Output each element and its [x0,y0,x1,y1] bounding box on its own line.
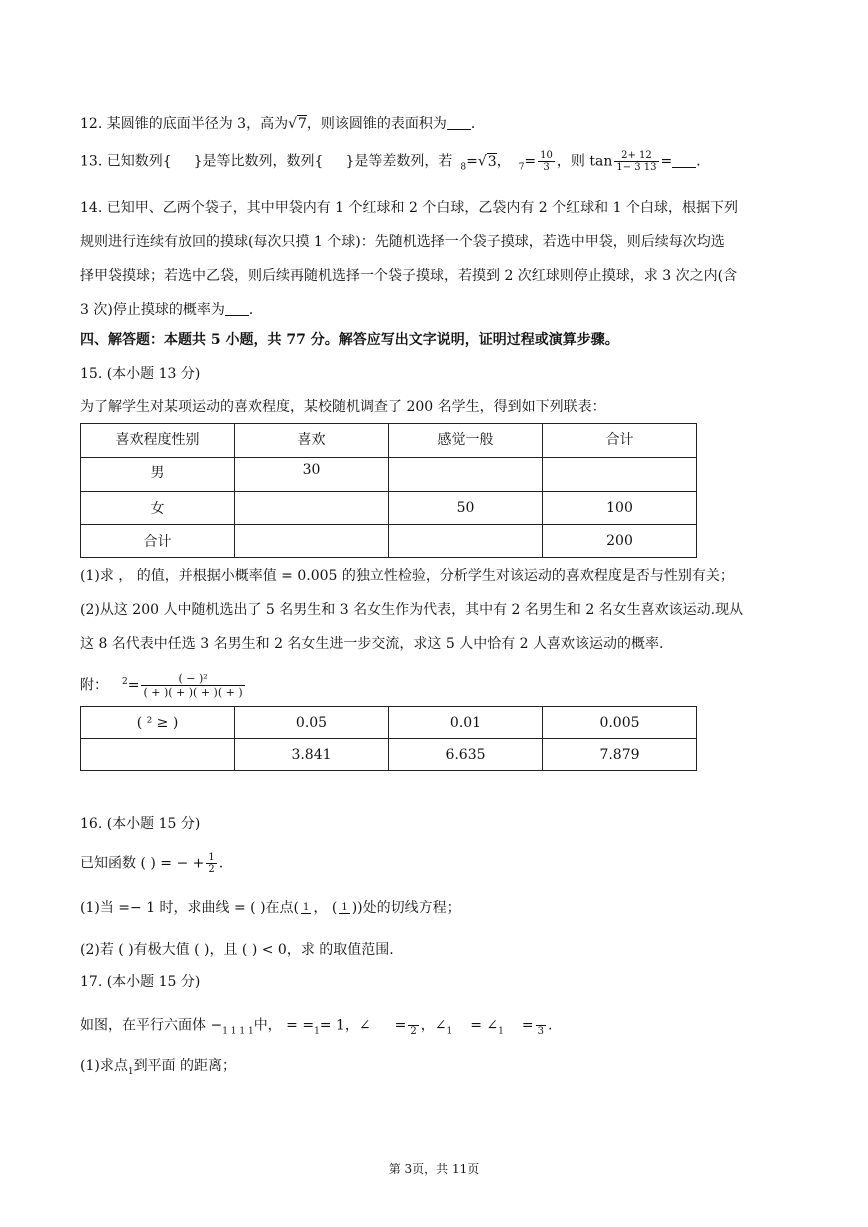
section-title: 四、解答题：本题共 5 小题，共 77 分。解答应写出文字说明，证明过程或演算步骤。 [80,332,619,348]
sqrt-sign: √ [288,116,297,132]
q13-f1-denominator: 3 [543,162,550,173]
q17-part1-text-a: (1)求点 [80,1058,128,1074]
table-row [81,424,697,458]
q15-intro: 为了解学生对某项运动的喜欢程度，某校随机调查了 200 名学生，得到如下列联表： [80,399,606,415]
q16-p1-text-c: ))处的切线方程； [351,900,461,916]
table-row [81,458,697,492]
table-cell: ( ² ≥ ) [81,707,235,739]
chi-numerator: ( − )² [141,672,244,686]
table-cell: 200 [543,525,697,558]
table-cell [235,525,389,558]
q16-header: 16. (本小题 15 分) [80,816,201,832]
q17-eq-c: = [521,1017,534,1034]
q13-sub-7: 7 [518,162,525,173]
q17-end: . [547,1017,553,1034]
q16-p1-f2-num: 1 [341,902,348,913]
q15-appendix [80,672,792,699]
q17-part1-text-b: 到平面 的距离； [133,1058,237,1074]
q17-subscripts: 1 1 1 1 [222,1026,254,1037]
q13-text-2: }是等比数列，数列{ [193,153,324,170]
critical-value-table [80,706,697,771]
table-cell: 合计 [81,525,235,558]
table-cell: 0.005 [543,707,697,739]
q16-func-text: 已知函数 ( ) = − + [80,855,205,872]
table-row [81,525,697,558]
q13-fraction-2 [614,150,658,173]
table-cell: 3.841 [235,739,389,771]
q16-part-1 [80,898,792,918]
question-13 [80,150,792,177]
q17-sub-d: 1 [446,1026,453,1037]
q17-text-b: 中， = = [253,1017,315,1034]
q13-eq-3: = [660,153,673,170]
q17-f1-num [408,1014,418,1026]
q13-text-3: }是等差数列，若 [345,153,453,170]
q14-line-3: 择甲袋摸球；若选中乙袋，则后续再随机选择一个袋子摸球，若摸到 2 次红球则停止摸球，求 3 次之内(含 [80,268,738,284]
q16-func-num: 1 [208,852,215,863]
table-cell: 感觉一般 [389,424,543,458]
q12-root-value: 7 [298,116,307,132]
q12-text-mid: ，则该圆锥的表面积为 [306,116,447,132]
q17-statement [80,1014,792,1041]
q13-sub-8: 8 [460,162,467,173]
table-cell: 7.879 [543,739,697,771]
sqrt-sign: √ [477,153,487,170]
q17-eq-b: = ∠ [470,1017,499,1034]
q17-eq-a: = [394,1017,407,1034]
q13-f2-numerator: 2+ 12 [614,150,658,162]
q15-header: 15. (本小题 13 分) [80,366,201,382]
q13-f1-numerator: 10 [540,150,553,161]
appendix-label: 附： [80,677,108,694]
table-cell [235,492,389,525]
q13-end: ． [696,153,711,170]
q17-f2-num [536,1014,546,1026]
q13-f2-denominator: 1− 3 13 [616,162,657,173]
q14-line-4-text: 3 次)停止摸球的概率为 [80,302,225,318]
q12-text-start: 12. 某圆锥的底面半径为 3，高为 [80,116,289,132]
q17-sub-one: 1 [314,1026,320,1037]
q17-header: 17. (本小题 15 分) [80,974,201,990]
q17-f1-den: 2 [410,1026,417,1037]
table-cell: 合计 [543,424,697,458]
table-cell: 100 [543,492,697,525]
question-14 [80,191,792,327]
q13-root-value: 3 [487,153,497,170]
q15-part-1: (1)求 ， 的值，并根据小概率值 = 0.005 的独立性检验，分析学生对该运动的喜欢程度是否与性别有关； [80,568,734,584]
q17-sub-e: 1 [498,1026,504,1037]
q14-line-4 [80,293,792,327]
q16-part-2: (2)若 ( )有极大值 ( )，且 ( ) < 0，求 的取值范围. [80,942,394,958]
table-cell: 0.05 [235,707,389,739]
table-row [81,492,697,525]
q13-text-1: 13. 已知数列{ [80,153,172,170]
q17-fraction-1 [408,1014,418,1037]
q17-part1-sub: 1 [127,1066,134,1077]
table-cell: 喜欢 [235,424,389,458]
q17-f2-den: 3 [537,1026,544,1037]
answer-blank-13[interactable] [672,153,696,168]
q17-part-1 [80,1056,792,1082]
q15-part-2a: (2)从这 200 人中随机选出了 5 名男生和 3 名女生作为代表，其中有 2 名男生和 2 名女生喜欢该运动.现从 [80,602,744,618]
table-cell: 男 [81,458,235,492]
q16-p1-f1-num: 1 [303,902,310,913]
q17-fraction-2 [536,1014,546,1037]
table-cell: 50 [389,492,543,525]
q15-part-2b: 这 8 名代表中任选 3 名男生和 2 名女生进一步交流，求这 5 人中恰有 2 人喜欢该运动的概率. [80,636,664,652]
q16-p1-fraction-1 [301,902,311,914]
q16-func-fraction [206,852,216,875]
q16-p1-text-a: (1)当 =− 1 时，求曲线 = ( )在点( [80,900,300,916]
q13-eq-1: = [466,153,478,170]
chi-square-formula [141,672,244,699]
chi-equals: = [127,677,140,694]
q13-fraction-1 [538,150,555,173]
contingency-table [80,423,697,558]
table-cell [389,458,543,492]
q13-text-4: ，则 tan [556,153,613,170]
q12-end: ． [470,116,485,132]
chi-superscript: 2 [122,677,128,687]
table-row [81,707,697,739]
q14-line-1: 14. 已知甲、乙两个袋子，其中甲袋内有 1 个红球和 2 个白球，乙袋内有 2 个红球和 1 个白球，根据下列 [80,200,738,216]
table-cell: 30 [235,458,389,492]
table-row [81,739,697,771]
answer-blank-14[interactable] [225,301,249,316]
answer-blank-12[interactable] [447,115,471,130]
q17-text-a: 如图，在平行六面体 − [80,1017,223,1034]
q16-func-den: 2 [208,864,215,875]
q17-text-d: ，∠ [420,1017,447,1034]
table-cell: 喜欢程度性别 [81,424,235,458]
table-cell [389,525,543,558]
question-12 [80,114,792,134]
q16-function [80,852,792,875]
q14-line-4-end: ． [248,302,263,318]
table-cell [543,458,697,492]
q16-p1-fraction-2 [339,902,349,914]
q16-func-end: . [218,855,224,872]
table-cell: 6.635 [389,739,543,771]
chi-denominator: ( + )( + )( + )( + ) [143,686,243,700]
q16-p1-text-b: ， ( [313,900,338,916]
q17-text-c: = 1，∠ [319,1017,371,1034]
q13-comma: ， [496,153,511,170]
table-cell: 女 [81,492,235,525]
q13-eq-2: = [524,153,537,170]
page-footer: 第 3页，共 11页 [388,1162,480,1176]
table-cell: 0.01 [389,707,543,739]
table-cell [81,739,235,771]
q14-line-2: 规则进行连续有放回的摸球(每次只摸 1 个球)：先随机选择一个袋子摸球，若选中甲袋，则后续每次均选 [80,234,725,250]
